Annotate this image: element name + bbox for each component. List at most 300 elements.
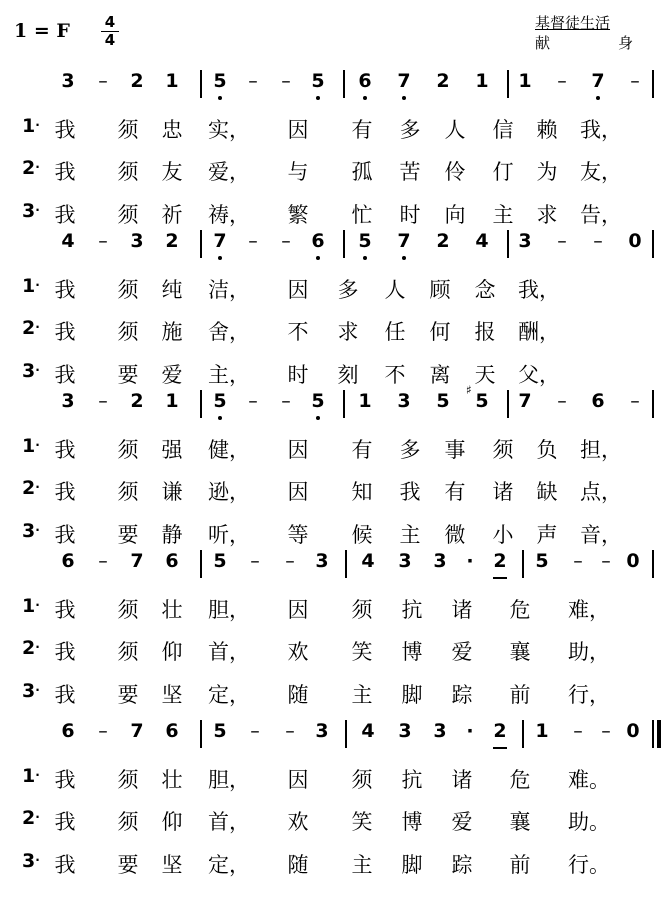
bar-line xyxy=(345,550,347,578)
lyric-char: 须 xyxy=(117,768,139,792)
lyric-char: 定， xyxy=(208,853,250,877)
verse-number xyxy=(22,200,40,222)
dash-note: – xyxy=(281,390,291,412)
verse-number xyxy=(22,807,40,829)
dash-note: – xyxy=(573,720,583,742)
note: 3 xyxy=(433,550,447,572)
time-signature-bottom: 4 xyxy=(104,31,116,49)
note: 5 xyxy=(213,720,227,742)
verse-2-lyrics xyxy=(0,799,668,839)
time-signature xyxy=(101,15,119,48)
note: 1 xyxy=(518,70,532,92)
verse-1-lyrics xyxy=(0,267,668,307)
verse-1-lyrics xyxy=(0,757,668,797)
verse-dot: · xyxy=(35,810,40,824)
lyric-char: 听， xyxy=(208,523,250,547)
verse-number xyxy=(22,275,40,297)
lyric-char: 我， xyxy=(518,278,560,302)
dash-note: – xyxy=(98,230,108,252)
key-signature: 1 = F xyxy=(14,20,70,42)
verse-number xyxy=(22,477,40,499)
lyric-char: 与 xyxy=(287,160,309,184)
lyric-char: 点， xyxy=(580,480,622,504)
verse-number-value: 3 xyxy=(22,850,36,872)
note: 2 xyxy=(436,230,450,252)
lyric-char: 我 xyxy=(54,810,76,834)
dash-note: – xyxy=(285,720,295,742)
lyric-char: 祷， xyxy=(208,203,250,227)
bar-line xyxy=(507,390,509,418)
lyric-char: 人 xyxy=(384,278,406,302)
verse-dot: · xyxy=(35,278,40,292)
lyric-char: 须 xyxy=(117,438,139,462)
verse-dot: · xyxy=(35,160,40,174)
lyric-char: 博 xyxy=(401,640,423,664)
note: 3 xyxy=(315,720,329,742)
lyric-char: 首， xyxy=(208,640,250,664)
verse-number xyxy=(22,850,40,872)
lyric-char: 仰 xyxy=(161,640,183,664)
note: 6 xyxy=(308,230,328,252)
lyric-char: 坚 xyxy=(161,683,183,707)
note: 5 xyxy=(308,70,328,92)
note: 5 xyxy=(210,390,230,412)
dash-note: – xyxy=(630,70,640,92)
final-bar-line xyxy=(657,720,661,748)
lyric-char: 爱 xyxy=(451,640,473,664)
lyric-char: 壮 xyxy=(161,768,183,792)
note: 5 xyxy=(210,70,230,92)
bar-line xyxy=(200,230,202,258)
lyric-char: 有 xyxy=(351,118,373,142)
lyric-char: 抗 xyxy=(401,768,423,792)
note: 0 xyxy=(626,550,640,572)
verse-dot: · xyxy=(35,768,40,782)
verse-dot: · xyxy=(35,363,40,377)
lyric-char: 忠 xyxy=(161,118,183,142)
lyric-char: 仰 xyxy=(161,810,183,834)
system-2 xyxy=(0,222,668,387)
lyric-char: 我 xyxy=(54,160,76,184)
bar-line xyxy=(200,720,202,748)
note: 5 xyxy=(355,230,375,252)
lyric-char: 有 xyxy=(444,480,466,504)
lyric-char: 踪 xyxy=(451,683,473,707)
note: 3 xyxy=(398,720,412,742)
bar-line xyxy=(522,720,524,748)
song-subtitle xyxy=(535,32,633,53)
verse-dot: · xyxy=(35,320,40,334)
lyric-char: 须 xyxy=(117,160,139,184)
lyric-char: 强 xyxy=(161,438,183,462)
verse-number-value: 3 xyxy=(22,360,36,382)
dash-note: – xyxy=(601,720,611,742)
lyric-char: 顾 xyxy=(429,278,451,302)
note: 2 xyxy=(436,70,450,92)
lyric-char: 随 xyxy=(287,683,309,707)
system-4 xyxy=(0,542,668,707)
note: 3 xyxy=(315,550,329,572)
bar-line xyxy=(200,550,202,578)
note: 5 xyxy=(535,550,549,572)
lyric-char: 危 xyxy=(509,768,531,792)
note: 1 xyxy=(535,720,549,742)
lyric-char: 须 xyxy=(117,320,139,344)
verse-number-value: 1 xyxy=(22,435,36,457)
verse-dot: · xyxy=(35,203,40,217)
note: 6 xyxy=(591,390,605,412)
lyric-char: 要 xyxy=(117,683,139,707)
dash-note: – xyxy=(250,550,260,572)
dash-note: – xyxy=(248,70,258,92)
bar-line xyxy=(652,70,654,98)
lyric-char: 声 xyxy=(536,523,558,547)
lyric-char: 笑 xyxy=(351,640,373,664)
lyric-char: 事 xyxy=(444,438,466,462)
lyric-char: 不 xyxy=(384,363,406,387)
lyric-char: 坚 xyxy=(161,853,183,877)
song-title: 基督徒生活 xyxy=(535,14,611,32)
lyric-char: 主， xyxy=(208,363,250,387)
lyric-char: 友， xyxy=(580,160,622,184)
lyric-char: 求 xyxy=(536,203,558,227)
dash-note: – xyxy=(98,70,108,92)
note: 4 xyxy=(361,720,375,742)
note: 6 xyxy=(165,550,179,572)
lyric-char: 踪 xyxy=(451,853,473,877)
time-signature-top: 4 xyxy=(104,13,116,31)
lyric-char: 欢 xyxy=(287,810,309,834)
note: ♯ 5 xyxy=(472,390,492,412)
dash-note: – xyxy=(557,390,567,412)
system-3 xyxy=(0,382,668,547)
note: 1 xyxy=(165,70,179,92)
lyric-char: 我 xyxy=(54,640,76,664)
note: 2 xyxy=(130,70,144,92)
lyric-char: 舍， xyxy=(208,320,250,344)
lyric-char: 要 xyxy=(117,523,139,547)
note: 1 xyxy=(358,390,372,412)
verse-number xyxy=(22,360,40,382)
bar-line xyxy=(200,70,202,98)
lyric-char: 负 xyxy=(536,438,558,462)
lyric-char: 我 xyxy=(54,320,76,344)
lyric-char: 须 xyxy=(117,598,139,622)
note-row xyxy=(0,712,668,752)
lyric-char: 小 xyxy=(492,523,514,547)
note-row xyxy=(0,222,668,262)
lyric-char: 实， xyxy=(208,118,250,142)
verse-1-lyrics xyxy=(0,427,668,467)
lyric-char: 我， xyxy=(580,118,622,142)
verse-dot: · xyxy=(35,523,40,537)
system-1 xyxy=(0,62,668,227)
lyric-char: 因 xyxy=(287,480,309,504)
note: 3 xyxy=(61,70,75,92)
note: 6 xyxy=(355,70,375,92)
verse-2-lyrics xyxy=(0,629,668,669)
system-5 xyxy=(0,712,668,877)
lyric-char: 人 xyxy=(444,118,466,142)
lyric-char: 任 xyxy=(384,320,406,344)
verse-1-lyrics xyxy=(0,107,668,147)
lyric-char: 我 xyxy=(54,598,76,622)
lyric-char: 难。 xyxy=(568,768,610,792)
lyric-char: 离 xyxy=(429,363,451,387)
dash-note: – xyxy=(630,390,640,412)
lyric-char: 纯 xyxy=(161,278,183,302)
note: 1 xyxy=(475,70,489,92)
verse-number-value: 2 xyxy=(22,317,36,339)
lyric-char: 逊， xyxy=(208,480,250,504)
lyric-char: 我 xyxy=(54,480,76,504)
lyric-char: 缺 xyxy=(536,480,558,504)
lyric-char: 等 xyxy=(287,523,309,547)
bar-line xyxy=(652,550,654,578)
verse-1-lyrics xyxy=(0,587,668,627)
note: 0 xyxy=(626,720,640,742)
dash-note: – xyxy=(593,230,603,252)
lyric-char: 胆， xyxy=(208,768,250,792)
lyric-char: 孤 xyxy=(351,160,373,184)
note: 4 xyxy=(475,230,489,252)
verse-number xyxy=(22,680,40,702)
note: 2 xyxy=(130,390,144,412)
lyric-char: 告， xyxy=(580,203,622,227)
dash-note: – xyxy=(98,390,108,412)
verse-dot: · xyxy=(35,438,40,452)
lyric-char: 因 xyxy=(287,278,309,302)
lyric-char: 危 xyxy=(509,598,531,622)
verse-3-lyrics xyxy=(0,672,668,712)
lyric-char: 行。 xyxy=(568,853,610,877)
bar-line xyxy=(507,70,509,98)
bar-line xyxy=(343,230,345,258)
lyric-char: 难， xyxy=(568,598,610,622)
lyric-char: 音， xyxy=(580,523,622,547)
lyric-char: 求 xyxy=(337,320,359,344)
lyric-char: 行， xyxy=(568,683,610,707)
note: 3 xyxy=(61,390,75,412)
bar-line xyxy=(345,720,347,748)
dot-note: · xyxy=(466,720,474,742)
lyric-char: 我 xyxy=(54,853,76,877)
note: 7 xyxy=(130,720,144,742)
lyric-char: 爱， xyxy=(208,160,250,184)
lyric-char: 抗 xyxy=(401,598,423,622)
lyric-char: 洁， xyxy=(208,278,250,302)
lyric-char: 诸 xyxy=(451,768,473,792)
verse-2-lyrics xyxy=(0,469,668,509)
lyric-char: 因 xyxy=(287,438,309,462)
verse-number-value: 2 xyxy=(22,477,36,499)
dash-note: – xyxy=(250,720,260,742)
lyric-char: 襄 xyxy=(509,810,531,834)
lyric-char: 我 xyxy=(54,683,76,707)
note: 0 xyxy=(628,230,642,252)
lyric-char: 天 xyxy=(474,363,496,387)
verse-number-value: 2 xyxy=(22,807,36,829)
note: 2 xyxy=(490,720,510,742)
verse-dot: · xyxy=(35,640,40,654)
lyric-char: 首， xyxy=(208,810,250,834)
dash-note: – xyxy=(281,230,291,252)
dash-note: – xyxy=(281,70,291,92)
verse-number-value: 3 xyxy=(22,520,36,542)
lyric-char: 笑 xyxy=(351,810,373,834)
note: 3 xyxy=(398,550,412,572)
dash-note: – xyxy=(98,550,108,572)
lyric-char: 担， xyxy=(580,438,622,462)
lyric-char: 爱 xyxy=(161,363,183,387)
verse-number xyxy=(22,115,40,137)
lyric-char: 须 xyxy=(492,438,514,462)
lyric-char: 须 xyxy=(117,118,139,142)
lyric-char: 须 xyxy=(117,640,139,664)
lyric-char: 随 xyxy=(287,853,309,877)
note: 7 xyxy=(394,230,414,252)
verse-number xyxy=(22,595,40,617)
subtitle-left: 献 xyxy=(535,34,551,52)
verse-dot: · xyxy=(35,853,40,867)
dash-note: – xyxy=(248,390,258,412)
lyric-char: 须 xyxy=(117,480,139,504)
note: 1 xyxy=(165,390,179,412)
lyric-char: 博 xyxy=(401,810,423,834)
verse-number xyxy=(22,765,40,787)
lyric-char: 因 xyxy=(287,598,309,622)
bar-line xyxy=(652,390,654,418)
note: 7 xyxy=(518,390,532,412)
note: 7 xyxy=(588,70,608,92)
bar-line xyxy=(522,550,524,578)
bar-line xyxy=(507,230,509,258)
bar-line xyxy=(343,390,345,418)
note: 4 xyxy=(61,230,75,252)
lyric-char: 施 xyxy=(161,320,183,344)
verse-2-lyrics xyxy=(0,149,668,189)
note: 4 xyxy=(361,550,375,572)
lyric-char: 刻 xyxy=(337,363,359,387)
note: 3 xyxy=(518,230,532,252)
subtitle-right: 身 xyxy=(617,34,633,52)
lyric-char: 赖 xyxy=(536,118,558,142)
note-row xyxy=(0,542,668,582)
lyric-char: 助， xyxy=(568,640,610,664)
verse-number xyxy=(22,637,40,659)
bar-line xyxy=(652,720,654,748)
verse-number xyxy=(22,317,40,339)
verse-number-value: 2 xyxy=(22,157,36,179)
lyric-char: 爱 xyxy=(451,810,473,834)
lyric-char: 襄 xyxy=(509,640,531,664)
verse-number xyxy=(22,157,40,179)
lyric-char: 因 xyxy=(287,768,309,792)
verse-dot: · xyxy=(35,118,40,132)
lyric-char: 我 xyxy=(399,480,421,504)
note: 5 xyxy=(308,390,328,412)
lyric-char: 主 xyxy=(351,683,373,707)
lyric-char: 脚 xyxy=(401,853,423,877)
lyric-char: 静 xyxy=(161,523,183,547)
lyric-char: 酬， xyxy=(518,320,560,344)
verse-2-lyrics xyxy=(0,309,668,349)
lyric-char: 念 xyxy=(474,278,496,302)
dash-note: – xyxy=(601,550,611,572)
lyric-char: 伶 xyxy=(444,160,466,184)
verse-number-value: 3 xyxy=(22,680,36,702)
lyric-char: 我 xyxy=(54,523,76,547)
verse-dot: · xyxy=(35,683,40,697)
lyric-char: 有 xyxy=(351,438,373,462)
lyric-char: 主 xyxy=(351,853,373,877)
lyric-char: 报 xyxy=(474,320,496,344)
lyric-char: 微 xyxy=(444,523,466,547)
lyric-char: 我 xyxy=(54,363,76,387)
lyric-char: 我 xyxy=(54,278,76,302)
bar-line xyxy=(343,70,345,98)
dash-note: – xyxy=(557,230,567,252)
lyric-char: 脚 xyxy=(401,683,423,707)
lyric-char: 苦 xyxy=(399,160,421,184)
note: 7 xyxy=(130,550,144,572)
lyric-char: 须 xyxy=(117,278,139,302)
note: 6 xyxy=(165,720,179,742)
lyric-char: 助。 xyxy=(568,810,610,834)
verse-number xyxy=(22,435,40,457)
lyric-char: 我 xyxy=(54,438,76,462)
lyric-char: 我 xyxy=(54,118,76,142)
lyric-char: 忙 xyxy=(351,203,373,227)
verse-dot: · xyxy=(35,480,40,494)
lyric-char: 须 xyxy=(117,810,139,834)
verse-number-value: 3 xyxy=(22,200,36,222)
lyric-char: 多 xyxy=(399,118,421,142)
note: 2 xyxy=(490,550,510,572)
lyric-char: 须 xyxy=(351,598,373,622)
lyric-char: 繁 xyxy=(287,203,309,227)
lyric-char: 定， xyxy=(208,683,250,707)
lyric-char: 为 xyxy=(536,160,558,184)
bar-line xyxy=(652,230,654,258)
note: 5 xyxy=(213,550,227,572)
lyric-char: 胆， xyxy=(208,598,250,622)
note: 7 xyxy=(210,230,230,252)
lyric-char: 我 xyxy=(54,203,76,227)
lyric-char: 我 xyxy=(54,768,76,792)
dash-note: – xyxy=(573,550,583,572)
verse-number-value: 1 xyxy=(22,275,36,297)
dash-note: – xyxy=(248,230,258,252)
lyric-char: 友 xyxy=(161,160,183,184)
dash-note: – xyxy=(557,70,567,92)
note: 3 xyxy=(433,720,447,742)
lyric-char: 壮 xyxy=(161,598,183,622)
lyric-char: 候 xyxy=(351,523,373,547)
lyric-char: 诸 xyxy=(451,598,473,622)
lyric-char: 多 xyxy=(337,278,359,302)
lyric-char: 须 xyxy=(117,203,139,227)
lyric-char: 不 xyxy=(287,320,309,344)
lyric-char: 知 xyxy=(351,480,373,504)
lyric-char: 祈 xyxy=(161,203,183,227)
dash-note: – xyxy=(285,550,295,572)
lyric-char: 仃 xyxy=(492,160,514,184)
note-row xyxy=(0,382,668,422)
note: 6 xyxy=(61,720,75,742)
lyric-char: 前 xyxy=(509,853,531,877)
verse-number-value: 1 xyxy=(22,595,36,617)
